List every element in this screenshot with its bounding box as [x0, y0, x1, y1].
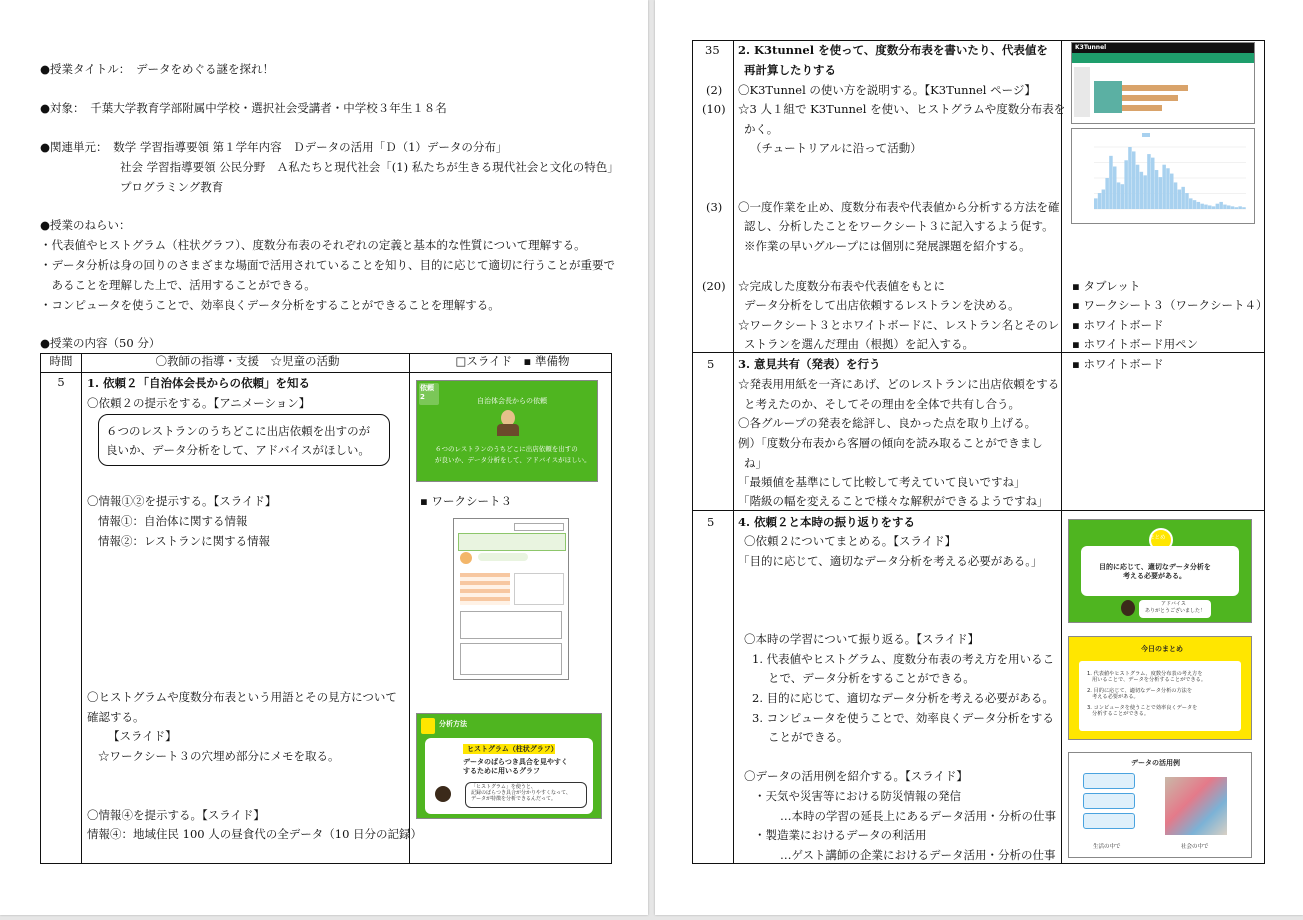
- histogram-bar: [1159, 177, 1163, 209]
- activity-line: 情報④：地域住民 100 人の昼食代の全データ（10 日分の記録）: [87, 827, 423, 841]
- r3-line: 〇依頼２についてまとめる。【スライド】: [744, 534, 957, 548]
- histogram-bar: [1170, 174, 1174, 209]
- r3-heading: 4. 依頼２と本時の振り返りをする: [738, 515, 916, 529]
- r3-line: 〇本時の学習について振り返る。【スライド】: [744, 632, 980, 646]
- summary-item: 分析することができる。: [1092, 711, 1150, 717]
- slide-request: [416, 380, 598, 482]
- histogram-bar: [1140, 172, 1144, 209]
- slide-analysis: [416, 713, 602, 819]
- histogram-bar: [1212, 206, 1216, 209]
- slide-badge-text: 分析方法: [439, 720, 467, 728]
- r3-line: ・製造業におけるデータの利活用: [754, 828, 927, 842]
- slide-data-examples: [1068, 752, 1252, 858]
- r3-time: 5: [707, 515, 715, 529]
- histogram-bar: [1178, 190, 1182, 209]
- histogram-bar: [1174, 182, 1178, 209]
- th-materials: □スライド ▪ 準備物: [410, 354, 612, 373]
- r3-line: とで、データ分析をすることができる。: [768, 671, 975, 685]
- histogram-screenshot: [1071, 128, 1255, 224]
- note-2: 記録のばらつき具合が分かりやすくなって、: [471, 790, 571, 796]
- bubble-line-1: ６つのレストランのうちどこに出店依頼を出すのが: [106, 424, 371, 438]
- r2-line: 「階級の幅を変えることで様々な解釈ができるようですね」: [738, 494, 1049, 508]
- histogram-bar: [1219, 202, 1223, 209]
- histogram-bar: [1166, 168, 1170, 209]
- slide-todays-summary: [1068, 636, 1252, 740]
- slide-tag: 依頼 2: [420, 384, 434, 401]
- k3-block: [1122, 85, 1188, 91]
- sub-time: (3): [706, 200, 723, 214]
- histogram-bar: [1136, 165, 1140, 209]
- unit-line-1: ●関連単元： 数学 学習指導要領 第１学年内容 Ｄデータの活用「Ｄ（1）データの分布」: [40, 140, 508, 154]
- row-heading: 1. 依頼２「自治体会長からの依頼」を知る: [87, 376, 311, 390]
- r3-line: ことができる。: [768, 730, 849, 744]
- activity-line: 〇情報①②を提示する。【スライド】: [87, 494, 277, 508]
- lesson-target: ●対象： 千葉大学教育学部附属中学校・選択社会受講者・中学校３年生１８名: [40, 101, 447, 115]
- review-card-icon: [1083, 773, 1135, 789]
- r1-line: ストランを選んだ理由（根拠）を記入する。: [744, 337, 974, 351]
- histogram-bar: [1109, 156, 1113, 209]
- activity-line: 〇ヒストグラムや度数分布表という用語とその見方について: [87, 690, 397, 704]
- activity-line: 情報②：レストランに関する情報: [98, 534, 271, 548]
- r3-line: …本時の学習の延長上にあるデータ活用・分析の仕事: [780, 809, 1056, 823]
- r2-line: ね」: [744, 456, 767, 470]
- caption-life: 生活の中で: [1093, 844, 1121, 850]
- slide-title: 自治体会長からの依頼: [477, 397, 547, 405]
- activity-line: 【スライド】: [108, 729, 177, 743]
- histogram-bar: [1143, 175, 1147, 209]
- request-bubble: [98, 414, 390, 466]
- histogram-bar: [1155, 170, 1159, 209]
- ws-header: [458, 533, 566, 551]
- r2-materials-cell: [1062, 353, 1265, 511]
- worksheet-label: ▪ ワークシート３: [420, 494, 512, 508]
- ws-character-icon: [460, 552, 472, 564]
- histogram-bar: [1231, 206, 1235, 209]
- histogram-bar: [1117, 182, 1121, 209]
- thanks-2: ありがとうございました！: [1145, 608, 1206, 614]
- r1-line: かく。: [744, 122, 779, 136]
- r1-line: 〇一度作業を止め、度数分布表や代表値から分析する方法を確: [738, 200, 1060, 214]
- worksheet-thumb: [453, 518, 569, 680]
- activity-line: 情報①：自治体に関する情報: [98, 514, 248, 528]
- r3-line: 「目的に応じて、適切なデータ分析を考える必要がある。」: [738, 554, 1043, 568]
- unit-line-2: 社会 学習指導要領 公民分野 Ａ私たちと現代社会「(1) 私たちが生きる現代社会と文化の特色」: [120, 160, 619, 174]
- aim-1: ・代表値やヒストグラム（柱状グラフ）、度数分布表のそれぞれの定義と基本的な性質について理解する。: [40, 238, 586, 252]
- histogram-bar: [1227, 205, 1231, 209]
- histogram-bar: [1151, 158, 1155, 209]
- ws-bar: [478, 553, 528, 561]
- aim-3: ・コンピュータを使うことで、効率良くデータ分析をすることができることを理解する。: [40, 298, 500, 312]
- histogram-chart: [1072, 129, 1254, 223]
- sub-time: (2): [706, 83, 723, 97]
- k3-block: [1122, 95, 1178, 101]
- histogram-bar: [1124, 160, 1128, 209]
- histogram-bar: [1098, 193, 1102, 209]
- k3-block: [1122, 105, 1162, 111]
- content-heading: ●授業の内容（50 分）: [40, 336, 161, 350]
- page-right: [655, 0, 1303, 915]
- r1-line: ☆完成した度数分布表や代表値をもとに: [738, 279, 945, 293]
- histogram-bar: [1162, 165, 1166, 209]
- student-icon: [435, 786, 451, 802]
- histogram-bar: [1094, 198, 1098, 209]
- unit-line-3: プログラミング教育: [120, 180, 224, 194]
- histogram-bar: [1128, 147, 1132, 209]
- note-3: データが特徴を分析できるんだって。: [471, 796, 556, 802]
- r3-line: 1. 代表値やヒストグラム、度数分布表の考え方を用いるこ: [752, 652, 1055, 666]
- material-item: ▪ ワークシート３（ワークシート４）: [1072, 298, 1268, 312]
- histogram-bar: [1197, 202, 1201, 209]
- summary-tag: まとめ: [1149, 535, 1166, 541]
- r3-line: …ゲスト講師の企業におけるデータ活用・分析の仕事: [780, 848, 1056, 862]
- r3-line: 〇データの活用例を紹介する。【スライド】: [744, 769, 968, 783]
- histogram-bar: [1121, 184, 1125, 209]
- sub-time: (10): [702, 102, 726, 116]
- r3-line: ・天気や災害等における防災情報の発信: [754, 789, 961, 803]
- material-item: ▪ タブレット: [1072, 279, 1141, 293]
- r3-time-cell: [693, 511, 734, 864]
- r1-heading-1: 2. K3tunnel を使って、度数分布表を書いたり、代表値を: [738, 43, 1048, 57]
- k3-logo: K3Tunnel: [1075, 44, 1107, 51]
- term-def-1: データのばらつき具合を見やすく: [463, 758, 568, 766]
- r2-line: と考えたのか、そしてその理由を全体で共有し合う。: [744, 397, 1020, 411]
- histogram-bar: [1223, 205, 1227, 209]
- histogram-bar: [1181, 187, 1185, 209]
- k3tunnel-screenshot: [1071, 42, 1255, 124]
- aim-2b: あることを理解した上で、活用することができる。: [40, 278, 316, 292]
- activity-line: 確認する。: [87, 710, 145, 724]
- histogram-bar: [1102, 190, 1106, 209]
- ws-answer-box: [460, 611, 562, 639]
- summary-item: 1. 代表値やヒストグラム、度数分布表の考え方を: [1087, 671, 1203, 677]
- activity-line: 〇依頼２の提示をする。【アニメーション】: [87, 396, 311, 410]
- r2-line: 〇各グループの発表を総評し、良かった点を取り上げる。: [738, 416, 1037, 430]
- r1-time: 35: [705, 43, 720, 57]
- r1-line: 〇K3Tunnel の使い方を説明する。【K3Tunnel ページ】: [738, 83, 1036, 97]
- summary-item: 3. コンピュータを使うことで効率良くデータを: [1087, 705, 1198, 711]
- k3-block: [1094, 81, 1122, 113]
- row-time-cell: 5: [41, 373, 82, 864]
- r2-time: 5: [707, 357, 715, 371]
- histogram-bar: [1235, 207, 1239, 209]
- ws-table: [460, 573, 510, 605]
- slide-text-1: ６つのレストランのうちどこに出店依頼を出すの: [435, 445, 578, 453]
- th-time: 時間: [41, 354, 82, 373]
- histogram-bar: [1193, 200, 1197, 209]
- aim-2: ・データ分析は身の回りのさまざまな場面で活用されていることを知り、目的に応じて適切に行うことが重要で: [40, 258, 615, 272]
- activity-line: 〇情報④を提示する。【スライド】: [87, 808, 265, 822]
- histogram-bar: [1113, 166, 1117, 209]
- summary-text-2: 考える必要がある。: [1123, 572, 1186, 580]
- caption-society: 社会の中で: [1181, 844, 1209, 850]
- histogram-bar: [1242, 207, 1246, 209]
- r1-line: ☆ワークシート３とホワイトボードに、レストラン名とそのレ: [738, 318, 1060, 332]
- summary-item: 2. 目的に応じて、適切なデータ分析の方法を: [1087, 688, 1193, 694]
- material-item: ▪ ホワイトボード: [1072, 318, 1164, 332]
- bubble-line-2: 良いか、データ分析をして、アドバイスがほしい。: [106, 443, 370, 457]
- r3-line: 2. 目的に応じて、適切なデータ分析を考える必要がある。: [752, 691, 1054, 705]
- histogram-bar: [1105, 178, 1109, 209]
- k3-palette: [1074, 67, 1090, 117]
- k3-toolbar: [1072, 53, 1254, 63]
- summary-item: 用いることで、データを分析することができる。: [1092, 677, 1207, 683]
- term-def-2: するために用いるグラフ: [463, 767, 540, 775]
- review-card-icon: [1083, 813, 1135, 829]
- student-icon: [1121, 600, 1135, 616]
- r3-line: 3. コンピュータを使うことで、効率良くデータ分析をする: [752, 711, 1054, 725]
- legend-swatch: [1142, 133, 1150, 137]
- aims-heading: ●授業のねらい：: [40, 218, 131, 232]
- r1-line: ※作業の早いグループには個別に発展課題を紹介する。: [744, 239, 1031, 253]
- ws-name-box: [514, 523, 564, 531]
- histogram-bar: [1185, 193, 1189, 209]
- histogram-bar: [1208, 205, 1212, 209]
- histogram-bar: [1200, 204, 1204, 209]
- ws-note: [514, 573, 564, 605]
- histogram-bar: [1238, 206, 1242, 209]
- page-left: [0, 0, 648, 915]
- histogram-bar: [1189, 198, 1193, 209]
- r2-line: 「最頻値を基準にして比較して考えていて良いですね」: [738, 475, 1026, 489]
- summary-item: 考える必要がある。: [1092, 694, 1139, 700]
- note-1: 「ヒストグラム」を使うと、: [471, 784, 536, 790]
- activity-line: ☆ワークシート３の穴埋め部分にメモを取る。: [98, 749, 340, 763]
- r2-heading: 3. 意見共有（発表）を行う: [738, 357, 881, 371]
- examples-title: データの活用例: [1131, 759, 1180, 767]
- r1-heading-2: 再計算したりする: [744, 63, 836, 77]
- slide-number-badge: [421, 718, 435, 734]
- material-item: ▪ ホワイトボード: [1072, 357, 1164, 371]
- term: ヒストグラム（柱状グラフ）: [467, 745, 558, 753]
- lesson-title: ●授業タイトル： データをめぐる謎を探れ！: [40, 62, 275, 76]
- histogram-bar: [1132, 151, 1136, 209]
- sub-time: (20): [702, 279, 726, 293]
- histogram-bar: [1204, 205, 1208, 209]
- r1-line: 認し、分析したことをワークシート３に記入するよう促す。: [744, 219, 1054, 233]
- material-item: ▪ ホワイトボード用ペン: [1072, 337, 1199, 351]
- ws-answer-box: [460, 643, 562, 675]
- slide-summary-advice: [1068, 519, 1252, 623]
- histogram-bar: [1147, 154, 1151, 209]
- r2-line: 例）「度数分布表から客層の傾向を読み取ることができまし: [738, 436, 1043, 450]
- todays-summary-title: 今日のまとめ: [1141, 645, 1183, 653]
- slide-text-2: が良いか、データ分析をして、アドバイスがほしい。: [435, 456, 591, 464]
- th-activity: 〇教師の指導・支援 ☆児童の活動: [82, 354, 410, 373]
- r2-time-cell: [693, 353, 734, 511]
- character-body: [497, 424, 519, 436]
- summary-text-1: 目的に応じて、適切なデータ分析を: [1099, 563, 1211, 571]
- r1-line: （チュートリアルに沿って活動）: [750, 141, 922, 155]
- review-card-icon: [1083, 793, 1135, 809]
- histogram-bar: [1216, 204, 1220, 209]
- r2-line: ☆発表用用紙を一斉にあげ、どのレストランに出店依頼をする: [738, 377, 1060, 391]
- r1-line: データ分析をして出店依頼するレストランを決める。: [744, 298, 1020, 312]
- supermarket-photo: [1165, 777, 1227, 835]
- r1-line: ☆3 人１組で K3Tunnel を使い、ヒストグラムや度数分布表を: [738, 102, 1066, 116]
- thanks-1: アドバイス: [1161, 601, 1186, 607]
